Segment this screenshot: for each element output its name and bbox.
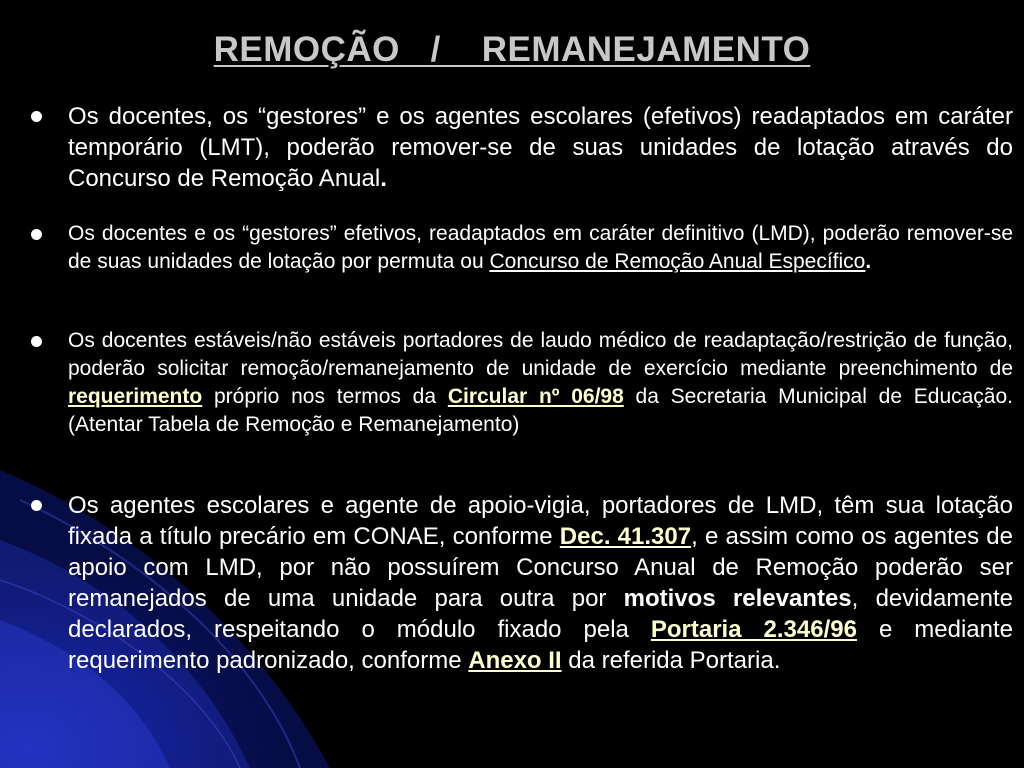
anexo-ii-link[interactable]: Anexo II: [468, 647, 562, 674]
bullet-dot-icon: [31, 500, 42, 511]
circular-06-98-link[interactable]: Circular nº 06/98: [447, 385, 624, 408]
bullet-4-text-1: Os agentes escolares e agente de apoio-vigia, portadores de LMD, têm sua lotação fixada a título precário em CONAE, conforme: [68, 492, 1013, 550]
bullet-item-4: [68, 490, 1013, 676]
bullet-1-end: .: [380, 165, 387, 192]
bullet-3-text-3: da Secretaria Municipal de Educação. (Atentar Tabela de Remoção e Remanejamento): [68, 385, 1013, 436]
bullet-3-text-2: próprio nos termos da: [202, 385, 448, 408]
bullet-2-text: Os docentes e os “gestores” efetivos, readaptados em caráter definitivo (LMD), poderão remover-se de suas unidades de lotação por permuta ou: [68, 222, 1013, 273]
bullet-4-text-4: e mediante requerimento padronizado, conforme: [68, 616, 1014, 674]
bullet-item-3: [68, 327, 1013, 439]
portaria-2346-96-link[interactable]: Portaria 2.346/96: [650, 616, 857, 643]
bullet-4-text-2: , e assim como os agentes de apoio com LMD, por não possuírem Concurso Anual de Remoção poderão ser remanejados de uma unidade para outra por: [68, 523, 1013, 612]
decreto-41307-link[interactable]: Dec. 41.307: [559, 523, 692, 550]
bullet-dot-icon: [31, 229, 42, 240]
bullet-item-2: [68, 220, 1013, 276]
bullet-4-text-3: , devidamente declarados, respeitando o módulo fixado pela: [68, 585, 1014, 643]
concurso-remocao-especifico-link[interactable]: Concurso de Remoção Anual Específico: [489, 250, 866, 273]
motivos-relevantes-text: motivos relevantes: [623, 585, 852, 612]
bullet-item-1: [68, 101, 1013, 194]
bullet-4-text-5: da referida Portaria.: [561, 647, 781, 674]
slide-title: REMOÇÃO / REMANEJAMENTO: [213, 30, 811, 69]
bullet-dot-icon: [31, 111, 42, 122]
bullet-3-text-1: Os docentes estáveis/não estáveis portadores de laudo médico de readaptação/restrição de função, poderão solicitar remoção/remanejamento de unidade de exercício mediante preenchimento de: [68, 329, 1013, 380]
bullet-2-end: .: [865, 250, 872, 273]
bullet-1-text: Os docentes, os “gestores” e os agentes escolares (efetivos) readaptados em caráter temporário (LMT), poderão remover-se de suas unidades de lotação através do Concurso de Remoção Anual: [68, 103, 1013, 192]
bullet-dot-icon: [31, 336, 42, 347]
requerimento-link[interactable]: requerimento: [68, 385, 203, 408]
